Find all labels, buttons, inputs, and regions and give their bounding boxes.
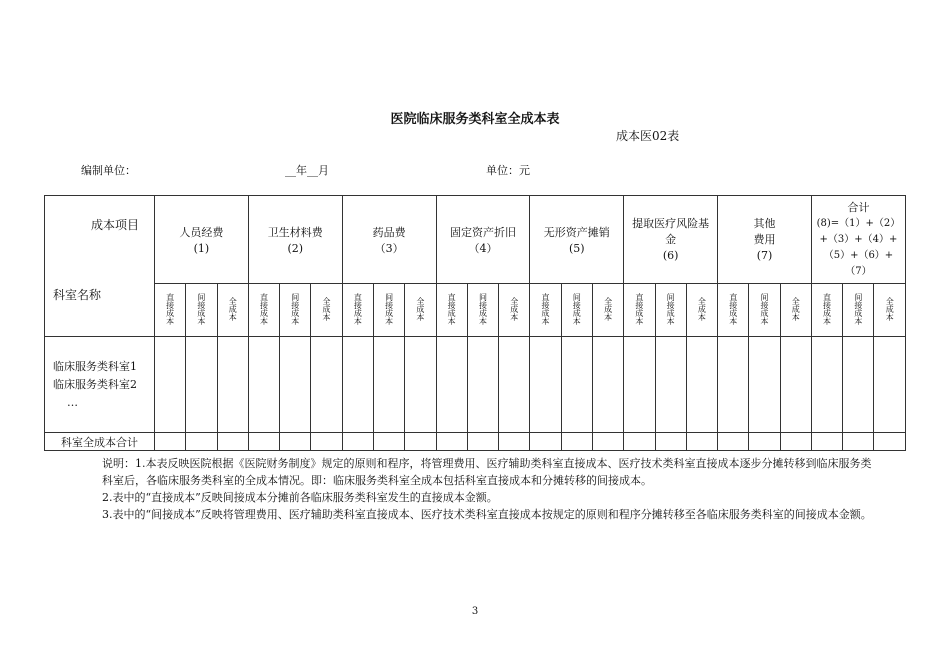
data-cell <box>217 337 248 433</box>
header-row-subcolumns <box>45 284 906 337</box>
note-3: 3.表中的“间接成本”反映将管理费用、医疗辅助类科室直接成本、医疗技术类科室直接成本按规定的原则和程序分摊转移至各临床服务类科室的间接成本金额。 <box>102 508 872 521</box>
data-cell <box>499 337 530 433</box>
sub-column-label: 全成本 <box>885 296 895 321</box>
corner-cell <box>45 196 155 337</box>
sub-column-header <box>686 284 717 337</box>
data-cell <box>718 337 749 433</box>
total-cell <box>811 433 842 451</box>
group-header: 固定资产折旧 （4） <box>436 196 530 284</box>
sub-column-label: 全成本 <box>415 296 425 321</box>
sub-column-header <box>499 284 530 337</box>
sub-column-label: 间接成本 <box>759 292 769 325</box>
data-cell <box>311 337 342 433</box>
sub-column-label: 直接成本 <box>728 292 738 325</box>
sub-column-label: 直接成本 <box>165 292 175 325</box>
sub-column-header <box>467 284 498 337</box>
total-cell <box>592 433 623 451</box>
data-cell <box>436 337 467 433</box>
data-cell <box>280 337 311 433</box>
sub-column-header <box>874 284 906 337</box>
sub-column-label: 全成本 <box>228 296 238 321</box>
sub-column-header <box>749 284 780 337</box>
group-header: 卫生材料费 (2) <box>248 196 342 284</box>
sub-column-header <box>843 284 874 337</box>
data-cell <box>811 337 842 433</box>
sub-column-label: 间接成本 <box>853 292 863 325</box>
sub-column-header <box>780 284 811 337</box>
data-cell <box>155 337 186 433</box>
sub-column-header <box>311 284 342 337</box>
sub-column-header <box>342 284 373 337</box>
sub-column-label: 直接成本 <box>353 292 363 325</box>
sub-column-label: 全成本 <box>603 296 613 321</box>
sub-column-label: 间接成本 <box>196 292 206 325</box>
note-2: 2.表中的“直接成本”反映间接成本分摊前各临床服务类科室发生的直接成本金额。 <box>102 491 498 504</box>
department-item: 临床服务类科室2 <box>53 377 137 391</box>
total-cell <box>405 433 436 451</box>
cost-table <box>44 195 906 451</box>
sub-column-label: 直接成本 <box>447 292 457 325</box>
group-header: 人员经费 (1) <box>155 196 249 284</box>
sub-column-label: 间接成本 <box>572 292 582 325</box>
department-name-header: 科室名称 <box>53 288 102 302</box>
data-cell <box>467 337 498 433</box>
sub-column-header <box>624 284 655 337</box>
total-label: 科室全成本合计 <box>45 433 155 451</box>
total-cell <box>373 433 404 451</box>
sub-column-header <box>436 284 467 337</box>
sub-column-label: 间接成本 <box>478 292 488 325</box>
total-cell <box>780 433 811 451</box>
data-cell <box>843 337 874 433</box>
data-cell <box>248 337 279 433</box>
cost-item-header: 成本项目 <box>91 218 140 232</box>
total-cell <box>749 433 780 451</box>
department-item: 临床服务类科室1 <box>53 359 137 373</box>
notes <box>102 455 882 523</box>
data-cell <box>592 337 623 433</box>
group-header: 无形资产摊销 (5) <box>530 196 624 284</box>
data-cell <box>686 337 717 433</box>
sub-column-header <box>217 284 248 337</box>
unit-label: 单位：元 <box>486 164 530 177</box>
data-cell <box>874 337 906 433</box>
data-cell <box>561 337 592 433</box>
sub-column-label: 直接成本 <box>541 292 551 325</box>
total-cell <box>686 433 717 451</box>
page-title: 医院临床服务类科室全成本表 <box>390 112 560 127</box>
data-cell <box>186 337 217 433</box>
data-cell <box>405 337 436 433</box>
sub-column-header <box>561 284 592 337</box>
total-cell <box>561 433 592 451</box>
total-cell <box>217 433 248 451</box>
sub-column-header <box>592 284 623 337</box>
total-cell <box>843 433 874 451</box>
total-row <box>45 433 906 451</box>
data-cell <box>624 337 655 433</box>
sub-column-header <box>373 284 404 337</box>
group-header: 药品费 （3） <box>342 196 436 284</box>
sub-column-label: 全成本 <box>791 296 801 321</box>
data-cell <box>373 337 404 433</box>
sub-column-label: 直接成本 <box>822 292 832 325</box>
note-1: 说明：1.本表反映医院根据《医院财务制度》规定的原则和程序，将管理费用、医疗辅助类科室直接成本、医疗技术类科室直接成本逐步分摊转移到临床服务类科室后，各临床服务类科室的全成本情况。即：临床服务类科室全成本包括科室直接成本和分摊转移的间接成本。 <box>102 457 872 487</box>
data-cell <box>780 337 811 433</box>
form-number: 成本医02表 <box>616 129 680 143</box>
total-cell <box>311 433 342 451</box>
sub-column-label: 全成本 <box>322 296 332 321</box>
data-cell <box>342 337 373 433</box>
group-header: 其他费用 (7) <box>718 196 812 284</box>
sub-column-header <box>718 284 749 337</box>
sub-column-header <box>248 284 279 337</box>
total-cell <box>155 433 186 451</box>
department-item: … <box>67 395 78 409</box>
total-cell <box>530 433 561 451</box>
total-cell <box>624 433 655 451</box>
total-cell <box>874 433 906 451</box>
sub-column-label: 直接成本 <box>259 292 269 325</box>
total-cell <box>655 433 686 451</box>
department-list <box>45 337 155 433</box>
sub-column-label: 间接成本 <box>666 292 676 325</box>
data-cell <box>749 337 780 433</box>
sub-column-label: 直接成本 <box>634 292 644 325</box>
sub-column-header <box>280 284 311 337</box>
sub-column-header <box>655 284 686 337</box>
group-header-total: 合计 (8)=（1）+（2）+（3）+（4）+（5）+（6）+（7） <box>811 196 905 284</box>
total-cell <box>467 433 498 451</box>
sub-column-label: 全成本 <box>509 296 519 321</box>
page-number: 3 <box>471 606 479 617</box>
data-cell <box>530 337 561 433</box>
total-cell <box>280 433 311 451</box>
date-label: __年__月 <box>285 164 329 177</box>
data-cell <box>655 337 686 433</box>
total-cell <box>248 433 279 451</box>
sub-column-label: 全成本 <box>697 296 707 321</box>
sub-column-label: 间接成本 <box>384 292 394 325</box>
group-header: 提取医疗风险基金 (6) <box>624 196 718 284</box>
total-cell <box>342 433 373 451</box>
total-cell <box>186 433 217 451</box>
department-row <box>45 337 906 433</box>
sub-column-header <box>811 284 842 337</box>
total-cell <box>436 433 467 451</box>
total-cell <box>718 433 749 451</box>
sub-column-label: 间接成本 <box>290 292 300 325</box>
sub-column-header <box>530 284 561 337</box>
org-label: 编制单位： <box>81 164 136 177</box>
sub-column-header <box>186 284 217 337</box>
sub-column-header <box>155 284 186 337</box>
header-row-groups <box>45 196 906 284</box>
total-cell <box>499 433 530 451</box>
sub-column-header <box>405 284 436 337</box>
